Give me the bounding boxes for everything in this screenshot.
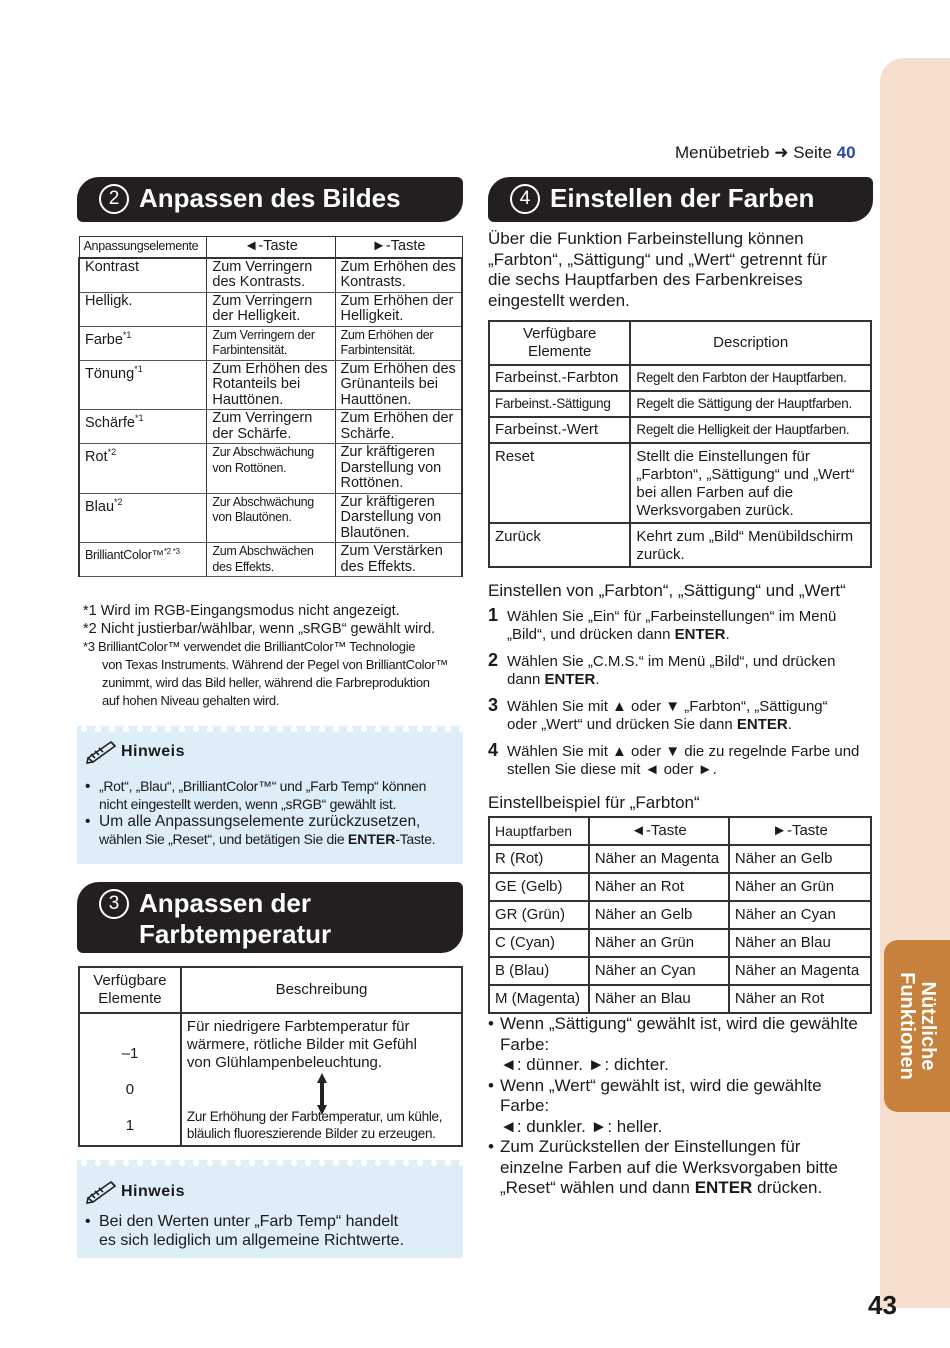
intro-paragraph bbox=[488, 229, 878, 311]
row-footnote: *2 bbox=[107, 447, 117, 457]
chapter-tab[interactable] bbox=[884, 940, 950, 1112]
footnote-1: *1 Wird im RGB-Eingangsmodus nicht angezeigt. bbox=[83, 603, 400, 619]
row-right: Zum Erhöhen des Grünanteils bei Hauttönen. bbox=[335, 360, 462, 410]
table-row bbox=[489, 417, 871, 443]
step-text: . bbox=[725, 626, 730, 643]
col-header-desc: Beschreibung bbox=[181, 967, 462, 1013]
section-title-2: Anpassen des Bildes bbox=[139, 183, 401, 213]
step-bold: ENTER bbox=[674, 626, 726, 643]
step-text: Wählen Sie „Ein“ für „Farbeinstellungen“ im Menü bbox=[507, 608, 837, 625]
side-strip bbox=[880, 58, 950, 1308]
section-title-4: Einstellen der Farben bbox=[550, 183, 815, 213]
row-footnote: *2 *3 bbox=[163, 547, 180, 556]
footnote-3-cont: von Texas Instruments. Während der Pegel von BrilliantColor™ bbox=[102, 657, 448, 672]
cell: B (Blau) bbox=[489, 957, 589, 985]
color-settings-table bbox=[488, 320, 872, 568]
col-header-main: Hauptfarben bbox=[489, 817, 589, 845]
hint-title: Hinweis bbox=[121, 743, 185, 760]
row-left: Zur Abschwächung von Rottönen. bbox=[207, 444, 335, 494]
table-row bbox=[489, 845, 871, 873]
table-row bbox=[79, 258, 462, 293]
col-header-right: ►-Taste bbox=[335, 237, 462, 258]
cell: M (Magenta) bbox=[489, 985, 589, 1013]
table-row bbox=[489, 365, 871, 391]
bullet-line: ◄: dunkler. ►: heller. bbox=[500, 1116, 663, 1136]
table-row bbox=[79, 444, 462, 494]
intro-line: eingestellt werden. bbox=[488, 290, 630, 310]
desc-bottom: Zur Erhöhung der Farbtemperatur, um kühle, bläulich fluoreszierende Bilder zu erzeugen. bbox=[186, 1109, 443, 1141]
hint-list bbox=[85, 1212, 415, 1250]
bullet-line: • Wenn „Wert“ gewählt ist, wird die gewählte bbox=[500, 1075, 822, 1095]
row-left: Zum Abschwächen des Effekts. bbox=[207, 543, 335, 577]
hint-heading bbox=[85, 740, 185, 764]
row-item: Kontrast bbox=[85, 258, 139, 275]
page-reference-text: Menübetrieb ➜ Seite bbox=[675, 143, 837, 162]
table-row bbox=[489, 443, 871, 523]
section-title-3b: Farbtemperatur bbox=[139, 919, 332, 949]
row-left: Zum Erhöhen des Rotanteils bei Hauttönen. bbox=[207, 360, 335, 410]
row-desc: Regelt die Sättigung der Hauptfarben. bbox=[630, 391, 871, 417]
hint-list bbox=[85, 778, 457, 848]
row-desc: Regelt die Helligkeit der Hauptfarben. bbox=[630, 417, 871, 443]
row-right: Zur kräftigeren Darstellung von Rottönen. bbox=[335, 444, 462, 494]
intro-line: die sechs Hauptfarben des Farbenkreises bbox=[488, 270, 803, 289]
hint-box-2 bbox=[77, 1160, 463, 1258]
chapter-tab-line1: Nützliche bbox=[917, 981, 939, 1071]
row-item: Rot bbox=[85, 448, 108, 465]
row-item: Farbeinst.-Wert bbox=[489, 417, 630, 443]
bullet-line: drücken. bbox=[752, 1178, 823, 1197]
row-item: Schärfe bbox=[85, 414, 135, 431]
table-row bbox=[489, 523, 871, 567]
row-footnote: *1 bbox=[134, 363, 143, 374]
table-row bbox=[489, 901, 871, 929]
step-3 bbox=[488, 696, 883, 734]
pencil-icon bbox=[85, 1180, 121, 1204]
section-number-2: 2 bbox=[99, 184, 129, 214]
chapter-tab-line2: Funktionen bbox=[896, 972, 918, 1080]
desc-cell bbox=[181, 1013, 462, 1146]
hint-item: • Bei den Werten unter „Farb Temp“ handelt es sich lediglich um allgemeine Richtwerte. bbox=[85, 1212, 415, 1250]
row-footnote: *2 bbox=[114, 496, 123, 507]
row-item: Reset bbox=[489, 443, 630, 523]
col-header-right: ►-Taste bbox=[729, 817, 871, 845]
step-text: dann bbox=[507, 671, 545, 688]
footnote-3: *3 BrilliantColor™ verwendet die BrilliantColor™ Technologie bbox=[83, 639, 416, 654]
chapter-tab-label bbox=[884, 940, 950, 1112]
bullet-line: Farbe: bbox=[500, 1034, 550, 1054]
bullet-bold: ENTER bbox=[694, 1178, 753, 1197]
footnote-3-cont: auf hohen Niveau gehalten wird. bbox=[102, 693, 280, 708]
row-right: Zum Erhöhen der Helligkeit. bbox=[335, 292, 462, 326]
step-4 bbox=[488, 741, 883, 779]
bullet-item bbox=[488, 1076, 880, 1138]
table-row bbox=[489, 391, 871, 417]
row-item: Blau bbox=[85, 498, 115, 515]
table-row bbox=[79, 326, 462, 360]
step-2 bbox=[488, 651, 883, 689]
cell: Näher an Gelb bbox=[589, 901, 729, 929]
hint-item bbox=[85, 813, 457, 848]
bullet-line: Farbe: bbox=[500, 1096, 550, 1115]
hint-bold: ENTER bbox=[347, 830, 396, 847]
cell: GE (Gelb) bbox=[489, 873, 589, 901]
col-header-left: ◄-Taste bbox=[589, 817, 729, 845]
table-row bbox=[79, 543, 462, 577]
cell: C (Cyan) bbox=[489, 929, 589, 957]
row-left: Zum Verringern der Helligkeit. bbox=[207, 292, 335, 326]
bullet-line: • Zum Zurückstellen der Einstellungen für bbox=[500, 1137, 801, 1156]
step-1 bbox=[488, 606, 883, 644]
row-left: Zur Abschwächung von Blautönen. bbox=[207, 493, 335, 543]
cell: Näher an Cyan bbox=[729, 901, 871, 929]
table-row bbox=[489, 985, 871, 1013]
col-header-elements: Verfügbare Elemente bbox=[489, 321, 630, 365]
bullet-item bbox=[488, 1137, 880, 1199]
col-header-desc: Description bbox=[630, 321, 871, 365]
step-number: 1 bbox=[488, 605, 499, 625]
row-footnote: *1 bbox=[122, 329, 132, 340]
step-bold: ENTER bbox=[736, 716, 788, 733]
row-item: Farbeinst.-Sättigung bbox=[489, 391, 630, 417]
cell: Näher an Magenta bbox=[589, 845, 729, 873]
step-text: oder „Wert“ und drücken Sie dann bbox=[507, 716, 737, 733]
row-right: Zur kräftigeren Darstellung von Blautönen. bbox=[335, 493, 462, 543]
section-header-2 bbox=[77, 177, 463, 222]
hint-box-1 bbox=[77, 726, 463, 864]
step-number: 4 bbox=[488, 740, 499, 760]
cell: Näher an Grün bbox=[729, 873, 871, 901]
section-header-4 bbox=[488, 177, 873, 222]
bullet-line: ◄: dünner. ►: dichter. bbox=[500, 1055, 669, 1074]
row-item: Farbeinst.-Farbton bbox=[489, 365, 630, 391]
row-item: Tönung bbox=[85, 365, 135, 382]
row-right: Zum Verstärken des Effekts. bbox=[335, 543, 462, 577]
hue-example-table bbox=[488, 816, 872, 1014]
table-row bbox=[79, 292, 462, 326]
section-number-3: 3 bbox=[99, 889, 129, 919]
bullet-list bbox=[488, 1014, 880, 1199]
table-row bbox=[79, 493, 462, 543]
hint-item bbox=[85, 778, 457, 813]
col-header-left: ◄-Taste bbox=[207, 237, 335, 258]
bullet-line: „Reset“ wählen und dann bbox=[500, 1178, 695, 1197]
steps-block bbox=[488, 581, 883, 779]
row-right: Zum Erhöhen der Schärfe. bbox=[335, 410, 462, 444]
row-desc: Regelt den Farbton der Hauptfarben. bbox=[630, 365, 871, 391]
row-right: Zum Erhöhen des Kontrasts. bbox=[335, 258, 462, 293]
intro-line: „Farbton“, „Sättigung“ und „Wert“ getrennt für bbox=[488, 249, 827, 269]
color-temp-table bbox=[78, 966, 463, 1147]
value-0: 0 bbox=[125, 1081, 135, 1098]
step-text: . bbox=[595, 671, 600, 688]
row-left: Zum Verringern der Farbintensität. bbox=[207, 326, 335, 360]
cell: GR (Grün) bbox=[489, 901, 589, 929]
cell: Näher an Magenta bbox=[729, 957, 871, 985]
value-minus1: –1 bbox=[121, 1045, 139, 1062]
table-row bbox=[489, 929, 871, 957]
cell: Näher an Blau bbox=[729, 929, 871, 957]
page-number: 43 bbox=[868, 1290, 897, 1320]
example-title: Einstellbeispiel für „Farbton“ bbox=[488, 793, 700, 812]
bullet-item bbox=[488, 1014, 880, 1076]
hint-heading bbox=[85, 1180, 185, 1204]
step-number: 2 bbox=[488, 650, 499, 670]
row-right: Zum Erhöhen der Farbintensität. bbox=[335, 326, 462, 360]
row-footnote: *1 bbox=[134, 413, 144, 423]
row-item: Helligk. bbox=[85, 292, 133, 309]
hint-line: wählen Sie „Reset“, und betätigen Sie die bbox=[99, 830, 348, 847]
step-text: Wählen Sie mit ▲ oder ▼ die zu regelnde Farbe und bbox=[507, 743, 860, 760]
section-header-3 bbox=[77, 882, 463, 953]
desc-top: Für niedrigere Farbtemperatur für wärmere, rötliche Bilder mit Gefühl von Glühlampenbeleuchtung. bbox=[186, 1018, 417, 1071]
intro-line: Über die Funktion Farbeinstellung können bbox=[488, 229, 804, 248]
footnotes bbox=[83, 602, 468, 710]
hint-title: Hinweis bbox=[121, 1183, 185, 1200]
cell: Näher an Rot bbox=[589, 873, 729, 901]
pencil-icon bbox=[85, 740, 121, 764]
row-item: Zurück bbox=[489, 523, 630, 567]
page-reference[interactable] bbox=[675, 143, 856, 163]
step-number: 3 bbox=[488, 695, 499, 715]
table-row bbox=[79, 360, 462, 410]
table-row bbox=[489, 873, 871, 901]
section-title-3a: Anpassen der bbox=[139, 888, 311, 918]
step-text: Wählen Sie „C.M.S.“ im Menü „Bild“, und drücken bbox=[507, 653, 836, 670]
cell: Näher an Rot bbox=[729, 985, 871, 1013]
hint-line: nicht eingestellt werden, wenn „sRGB“ gewählt ist. bbox=[99, 795, 397, 812]
section-number-4: 4 bbox=[510, 184, 540, 214]
image-adjust-table bbox=[78, 236, 463, 577]
row-left: Zum Verringern des Kontrasts. bbox=[207, 258, 335, 293]
step-text: stellen Sie diese mit ◄ oder ►. bbox=[507, 761, 717, 778]
row-desc: Kehrt zum „Bild“ Menübildschirm zurück. bbox=[630, 523, 871, 567]
hint-line: „Rot“, „Blau“, „BrilliantColor™“ und „Farb Temp“ können bbox=[99, 778, 427, 794]
values-cell bbox=[79, 1013, 181, 1146]
row-item: BrilliantColor™ bbox=[85, 548, 164, 563]
bullet-line: einzelne Farben auf die Werksvorgaben bitte bbox=[500, 1157, 838, 1177]
step-text: Wählen Sie mit ▲ oder ▼ „Farbton“, „Sättigung“ bbox=[507, 698, 828, 715]
row-left: Zum Verringern der Schärfe. bbox=[207, 410, 335, 444]
col-header-element: Anpassungselemente bbox=[79, 237, 207, 258]
cell: Näher an Blau bbox=[589, 985, 729, 1013]
steps-title: Einstellen von „Farbton“, „Sättigung“ und „Wert“ bbox=[488, 581, 846, 600]
step-text: „Bild“, und drücken dann bbox=[507, 626, 675, 643]
cell: Näher an Gelb bbox=[729, 845, 871, 873]
step-bold: ENTER bbox=[544, 671, 596, 688]
value-1: 1 bbox=[125, 1117, 135, 1134]
bullet-line: • Wenn „Sättigung“ gewählt ist, wird die gewählte bbox=[500, 1014, 858, 1033]
table-row bbox=[79, 410, 462, 444]
hint-line: -Taste. bbox=[395, 830, 436, 847]
hint-border bbox=[77, 726, 463, 736]
footnote-3-cont: zunimmt, wird das Bild heller, während die Farbreproduktion bbox=[102, 675, 430, 690]
cell: Näher an Grün bbox=[589, 929, 729, 957]
cell: R (Rot) bbox=[489, 845, 589, 873]
cell: Näher an Cyan bbox=[589, 957, 729, 985]
hint-border bbox=[77, 1160, 463, 1170]
hint-line: Um alle Anpassungselemente zurückzusetzen, bbox=[99, 813, 421, 830]
row-desc: Stellt die Einstellungen für „Farbton“, „Sättigung“ und „Wert“ bei allen Farben auf die Werksvorgaben zurück. bbox=[630, 443, 871, 523]
footnote-2: *2 Nicht justierbar/wählbar, wenn „sRGB“ gewählt wird. bbox=[83, 621, 436, 637]
row-item: Farbe bbox=[85, 331, 123, 348]
page-reference-number[interactable]: 40 bbox=[836, 143, 856, 162]
table-row bbox=[489, 957, 871, 985]
col-header-elements: Verfügbare Elemente bbox=[79, 967, 181, 1013]
step-text: . bbox=[787, 716, 792, 733]
